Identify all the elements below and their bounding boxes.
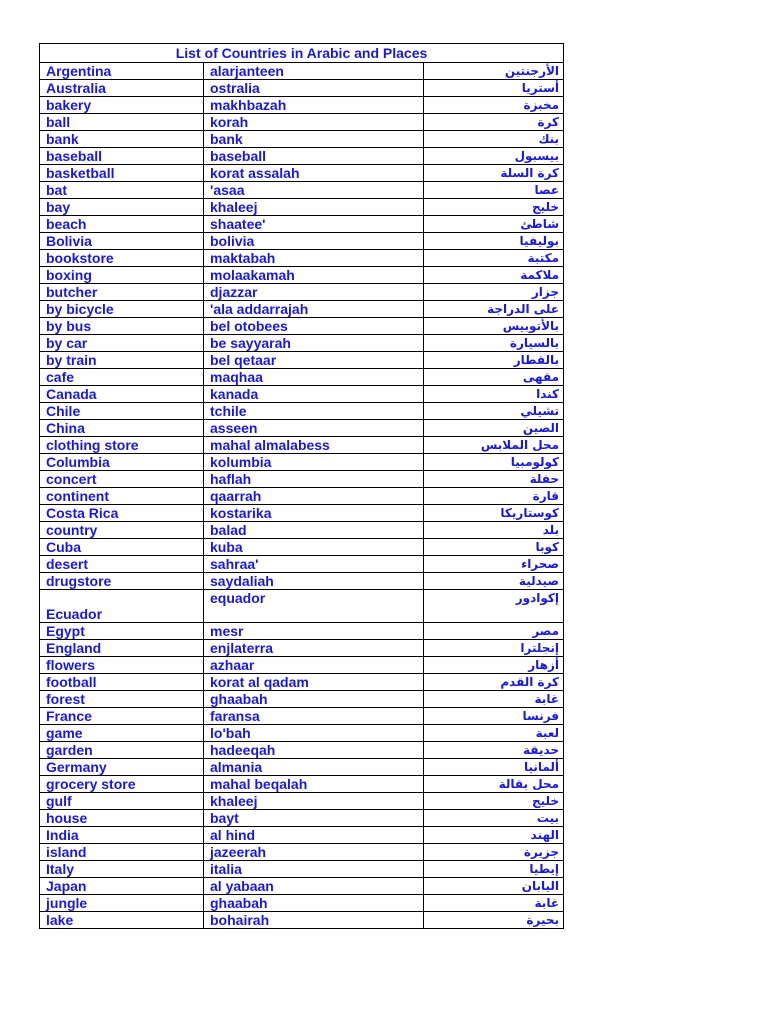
table-row — [40, 216, 564, 233]
english-word: Costa Rica — [40, 505, 204, 522]
transliteration: hadeeqah — [204, 742, 424, 759]
arabic-word: خليج — [424, 199, 564, 216]
transliteration: be sayyarah — [204, 335, 424, 352]
table-row — [40, 454, 564, 471]
arabic-word: حديقة — [424, 742, 564, 759]
arabic-word: إكوادور — [424, 590, 564, 623]
arabic-word: الأرجنتين — [424, 63, 564, 80]
table-row — [40, 403, 564, 420]
english-word: England — [40, 640, 204, 657]
english-word: bookstore — [40, 250, 204, 267]
transliteration: almania — [204, 759, 424, 776]
transliteration: alarjanteen — [204, 63, 424, 80]
transliteration: bolivia — [204, 233, 424, 250]
table-row — [40, 97, 564, 114]
transliteration: korah — [204, 114, 424, 131]
table-title: List of Countries in Arabic and Places — [40, 44, 564, 63]
transliteration: bayt — [204, 810, 424, 827]
english-word: concert — [40, 471, 204, 488]
arabic-word: عصا — [424, 182, 564, 199]
arabic-word: غابة — [424, 895, 564, 912]
english-word: game — [40, 725, 204, 742]
transliteration: enjlaterra — [204, 640, 424, 657]
transliteration: sahraa' — [204, 556, 424, 573]
english-word: bat — [40, 182, 204, 199]
table-row — [40, 318, 564, 335]
table-row — [40, 590, 564, 623]
arabic-word: على الدراجة — [424, 301, 564, 318]
table-row — [40, 199, 564, 216]
arabic-word: قارة — [424, 488, 564, 505]
transliteration: kolumbia — [204, 454, 424, 471]
transliteration: ostralia — [204, 80, 424, 97]
table-row — [40, 522, 564, 539]
arabic-word: حفلة — [424, 471, 564, 488]
transliteration: lo'bah — [204, 725, 424, 742]
english-word: by train — [40, 352, 204, 369]
arabic-word: فرنسا — [424, 708, 564, 725]
transliteration: ghaabah — [204, 895, 424, 912]
transliteration: bank — [204, 131, 424, 148]
table-row — [40, 352, 564, 369]
table-row — [40, 776, 564, 793]
table-row — [40, 131, 564, 148]
arabic-word: كرة السلة — [424, 165, 564, 182]
arabic-word: إيطيا — [424, 861, 564, 878]
table-row — [40, 556, 564, 573]
table-row — [40, 810, 564, 827]
english-word: desert — [40, 556, 204, 573]
table-row — [40, 148, 564, 165]
english-word: by bicycle — [40, 301, 204, 318]
transliteration: italia — [204, 861, 424, 878]
english-word: Columbia — [40, 454, 204, 471]
table-row — [40, 386, 564, 403]
transliteration: kanada — [204, 386, 424, 403]
table-row — [40, 437, 564, 454]
english-word: island — [40, 844, 204, 861]
arabic-word: صحراء — [424, 556, 564, 573]
table-row — [40, 369, 564, 386]
english-word: Ecuador — [40, 590, 204, 623]
english-word: Canada — [40, 386, 204, 403]
arabic-word: كولومبيا — [424, 454, 564, 471]
table-row — [40, 335, 564, 352]
table-row — [40, 573, 564, 590]
transliteration: balad — [204, 522, 424, 539]
transliteration: kostarika — [204, 505, 424, 522]
table-row — [40, 844, 564, 861]
transliteration: baseball — [204, 148, 424, 165]
english-word: gulf — [40, 793, 204, 810]
arabic-word: الهند — [424, 827, 564, 844]
arabic-word: محل الملابس — [424, 437, 564, 454]
english-word: forest — [40, 691, 204, 708]
english-word: bay — [40, 199, 204, 216]
table-row — [40, 267, 564, 284]
english-word: garden — [40, 742, 204, 759]
title-row — [40, 44, 564, 63]
arabic-word: محل بقالة — [424, 776, 564, 793]
table-row — [40, 539, 564, 556]
english-word: beach — [40, 216, 204, 233]
table-row — [40, 861, 564, 878]
arabic-word: غابة — [424, 691, 564, 708]
transliteration: bel qetaar — [204, 352, 424, 369]
transliteration: korat assalah — [204, 165, 424, 182]
arabic-word: جزار — [424, 284, 564, 301]
arabic-word: بالأتوبيس — [424, 318, 564, 335]
table-row — [40, 182, 564, 199]
arabic-word: مخبزة — [424, 97, 564, 114]
transliteration: ghaabah — [204, 691, 424, 708]
english-word: by car — [40, 335, 204, 352]
table-row — [40, 505, 564, 522]
transliteration: equador — [204, 590, 424, 623]
arabic-word: بيت — [424, 810, 564, 827]
english-word: basketball — [40, 165, 204, 182]
english-word: boxing — [40, 267, 204, 284]
table-row — [40, 233, 564, 250]
english-word: butcher — [40, 284, 204, 301]
table-row — [40, 623, 564, 640]
table-row — [40, 250, 564, 267]
table-row — [40, 895, 564, 912]
table-row — [40, 114, 564, 131]
english-word: Egypt — [40, 623, 204, 640]
arabic-word: بحيرة — [424, 912, 564, 929]
arabic-word: كوستاريكا — [424, 505, 564, 522]
table-row — [40, 793, 564, 810]
table-row — [40, 725, 564, 742]
english-word: Bolivia — [40, 233, 204, 250]
english-word: football — [40, 674, 204, 691]
transliteration: makhbazah — [204, 97, 424, 114]
arabic-word: كوبا — [424, 539, 564, 556]
transliteration: saydaliah — [204, 573, 424, 590]
transliteration: asseen — [204, 420, 424, 437]
arabic-word: كرة — [424, 114, 564, 131]
transliteration: 'ala addarrajah — [204, 301, 424, 318]
transliteration: faransa — [204, 708, 424, 725]
transliteration: djazzar — [204, 284, 424, 301]
english-word: Cuba — [40, 539, 204, 556]
table-row — [40, 912, 564, 929]
arabic-word: بلد — [424, 522, 564, 539]
table-row — [40, 657, 564, 674]
vocabulary-table — [39, 43, 564, 929]
transliteration: bel otobees — [204, 318, 424, 335]
english-word: Chile — [40, 403, 204, 420]
english-word: by bus — [40, 318, 204, 335]
english-word: Germany — [40, 759, 204, 776]
arabic-word: إنجلترا — [424, 640, 564, 657]
table-row — [40, 63, 564, 80]
table-row — [40, 827, 564, 844]
english-word: country — [40, 522, 204, 539]
transliteration: khaleej — [204, 793, 424, 810]
table-row — [40, 742, 564, 759]
english-word: Italy — [40, 861, 204, 878]
transliteration: korat al qadam — [204, 674, 424, 691]
transliteration: azhaar — [204, 657, 424, 674]
arabic-word: بالسيارة — [424, 335, 564, 352]
transliteration: tchile — [204, 403, 424, 420]
transliteration: 'asaa — [204, 182, 424, 199]
english-word: ball — [40, 114, 204, 131]
table-row — [40, 640, 564, 657]
arabic-word: بنك — [424, 131, 564, 148]
english-word: bank — [40, 131, 204, 148]
table-row — [40, 759, 564, 776]
arabic-word: أزهار — [424, 657, 564, 674]
arabic-word: شاطئ — [424, 216, 564, 233]
english-word: China — [40, 420, 204, 437]
table-row — [40, 420, 564, 437]
arabic-word: خليج — [424, 793, 564, 810]
arabic-word: مصر — [424, 623, 564, 640]
transliteration: haflah — [204, 471, 424, 488]
table-row — [40, 691, 564, 708]
english-word: baseball — [40, 148, 204, 165]
table-row — [40, 80, 564, 97]
table-row — [40, 878, 564, 895]
english-word: Japan — [40, 878, 204, 895]
transliteration: bohairah — [204, 912, 424, 929]
arabic-word: كندا — [424, 386, 564, 403]
arabic-word: بالقطار — [424, 352, 564, 369]
transliteration: khaleej — [204, 199, 424, 216]
arabic-word: كرة القدم — [424, 674, 564, 691]
arabic-word: مقهى — [424, 369, 564, 386]
english-word: clothing store — [40, 437, 204, 454]
table-row — [40, 674, 564, 691]
english-word: Argentina — [40, 63, 204, 80]
transliteration: al yabaan — [204, 878, 424, 895]
arabic-word: الصين — [424, 420, 564, 437]
arabic-word: اليابان — [424, 878, 564, 895]
english-word: India — [40, 827, 204, 844]
english-word: house — [40, 810, 204, 827]
arabic-word: لعبة — [424, 725, 564, 742]
english-word: Australia — [40, 80, 204, 97]
table-row — [40, 708, 564, 725]
transliteration: molaakamah — [204, 267, 424, 284]
transliteration: mahal almalabess — [204, 437, 424, 454]
arabic-word: ملاكمة — [424, 267, 564, 284]
arabic-word: تشيلي — [424, 403, 564, 420]
transliteration: al hind — [204, 827, 424, 844]
transliteration: mesr — [204, 623, 424, 640]
transliteration: qaarrah — [204, 488, 424, 505]
transliteration: jazeerah — [204, 844, 424, 861]
arabic-word: ألمانيا — [424, 759, 564, 776]
table-row — [40, 301, 564, 318]
table-row — [40, 488, 564, 505]
transliteration: kuba — [204, 539, 424, 556]
english-word: lake — [40, 912, 204, 929]
english-word: flowers — [40, 657, 204, 674]
transliteration: maktabah — [204, 250, 424, 267]
table-row — [40, 165, 564, 182]
english-word: continent — [40, 488, 204, 505]
transliteration: mahal beqalah — [204, 776, 424, 793]
english-word: bakery — [40, 97, 204, 114]
arabic-word: جزيرة — [424, 844, 564, 861]
table-row — [40, 284, 564, 301]
english-word: cafe — [40, 369, 204, 386]
english-word: drugstore — [40, 573, 204, 590]
arabic-word: بيسبول — [424, 148, 564, 165]
english-word: France — [40, 708, 204, 725]
arabic-word: أستريا — [424, 80, 564, 97]
transliteration: shaatee' — [204, 216, 424, 233]
english-word: grocery store — [40, 776, 204, 793]
english-word: jungle — [40, 895, 204, 912]
table-row — [40, 471, 564, 488]
transliteration: maqhaa — [204, 369, 424, 386]
arabic-word: صيدلية — [424, 573, 564, 590]
arabic-word: مكتبة — [424, 250, 564, 267]
arabic-word: بوليفيا — [424, 233, 564, 250]
